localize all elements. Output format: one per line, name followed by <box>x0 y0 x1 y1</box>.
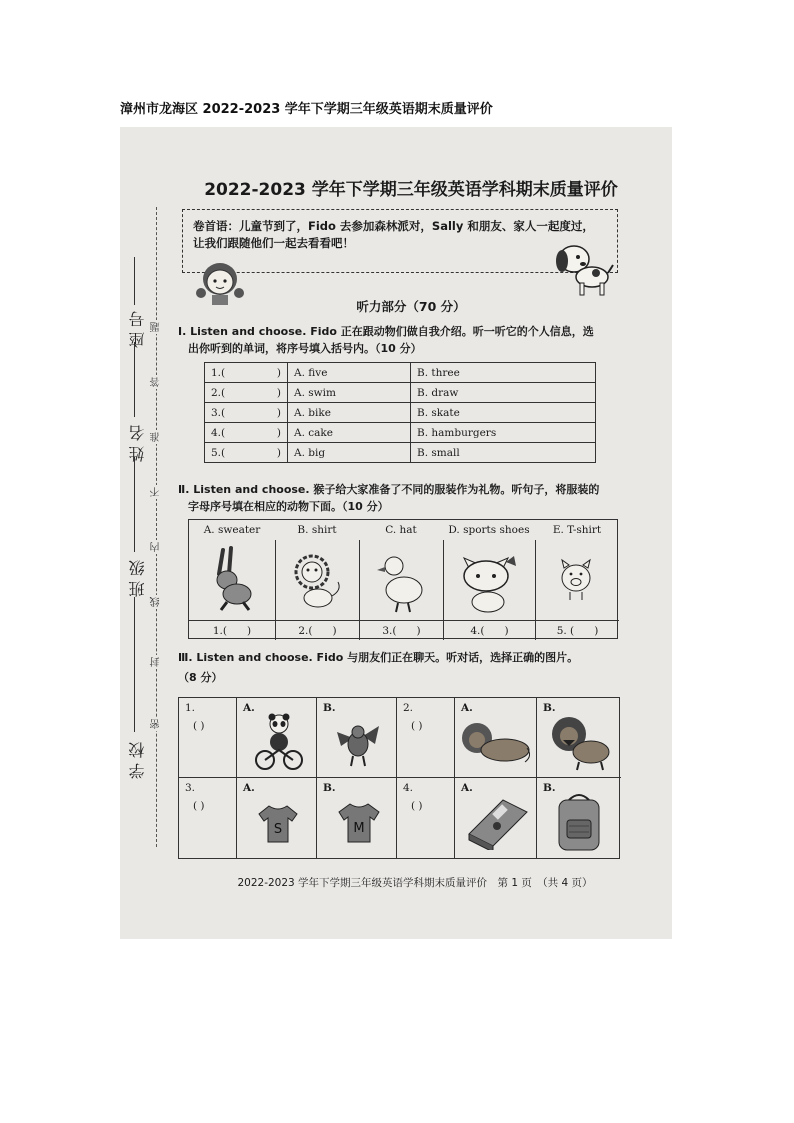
paper-title: 2022-2023 学年下学期三年级英语学科期末质量评价 <box>204 180 618 200</box>
answer-cell[interactable] <box>205 403 288 423</box>
page-footer: 2022-2023 学年下学期三年级英语学科期末质量评价 第 1 页 （共 4 页） <box>237 877 593 889</box>
answer-paren: ( ) <box>411 720 423 732</box>
cut-word: 答 <box>151 377 162 387</box>
class-label: 班 级 <box>128 560 147 598</box>
shirt-size-letter: M <box>353 821 365 836</box>
seat-label: 座 号 <box>128 311 147 349</box>
rabbit-cell <box>189 540 275 620</box>
answer-cell[interactable] <box>205 383 288 403</box>
option-cell[interactable] <box>237 778 317 858</box>
option-label: C. hat <box>385 524 417 536</box>
option-a: A. cake <box>288 423 411 443</box>
cut-word: 内 <box>151 542 162 552</box>
option-a-label: A. <box>243 702 255 714</box>
table-row <box>205 443 596 463</box>
dog-illustration <box>552 239 614 299</box>
option-label: A. sweater <box>203 524 261 536</box>
option-a: A. five <box>288 363 411 383</box>
question-num: 1. <box>185 702 196 714</box>
lion-cell <box>275 540 359 620</box>
answer-close: ) <box>276 366 281 379</box>
intro-line: 让我们跟随他们一起去看看吧！ <box>193 236 354 250</box>
answer-blank[interactable] <box>443 620 535 640</box>
answer-cell[interactable] <box>205 423 288 443</box>
answer-close: ) <box>247 625 252 637</box>
answer-close: ) <box>276 426 281 439</box>
answer-close: ) <box>276 446 281 459</box>
option-cell[interactable] <box>537 778 621 858</box>
cat-cell <box>443 540 535 620</box>
school-underline <box>134 597 135 732</box>
option-a: A. big <box>288 443 411 463</box>
question-cell[interactable] <box>179 778 237 858</box>
seal-line <box>156 207 157 847</box>
bird-icon <box>333 712 383 768</box>
option-cell[interactable] <box>455 698 537 778</box>
option-a: A. swim <box>288 383 411 403</box>
answer-blank[interactable] <box>359 620 443 640</box>
section3-line: （8 分） <box>178 671 223 684</box>
table-row <box>205 383 596 403</box>
option-cell[interactable] <box>537 698 621 778</box>
listening-part-title: 听力部分（70 分） <box>356 299 466 314</box>
answer-close: ) <box>504 625 509 637</box>
table-row <box>205 403 596 423</box>
question-num: 2. <box>403 702 414 714</box>
answer-num: 2.( <box>211 386 226 399</box>
section3-instructions <box>178 649 628 686</box>
section3-line: Ⅲ. Listen and choose. Fido 与朋友们正在聊天。听对话，选择正确的图片。 <box>178 651 579 664</box>
section3-grid <box>178 697 620 859</box>
answer-num: 1.( <box>212 625 227 637</box>
intro-line: 卷首语：儿童节到了，Fido 去参加森林派对，Sally 和朋友、家人一起度过， <box>193 219 594 233</box>
answer-num: 5. ( <box>556 625 575 637</box>
option-b-label: B. <box>543 702 556 714</box>
section1-table <box>204 362 596 463</box>
answer-close: ) <box>276 386 281 399</box>
option-label: E. T-shirt <box>552 524 602 536</box>
tshirt-icon <box>335 802 383 844</box>
section2-line: 字母序号填在相应的动物下面。（10 分） <box>188 500 389 513</box>
section1-instructions <box>178 323 628 357</box>
tshirt-icon <box>255 804 301 844</box>
answer-paren: ( ) <box>193 720 205 732</box>
answer-blank[interactable] <box>275 620 359 640</box>
option-label: B. shirt <box>297 524 337 536</box>
answer-paren: ( ) <box>193 800 205 812</box>
section2-line: Ⅱ. Listen and choose. 猴子给大家准备了不同的服装作为礼物。听句子，将服装的 <box>178 483 600 496</box>
option-b: B. skate <box>411 403 596 423</box>
table-row <box>205 363 596 383</box>
option-b: B. draw <box>411 383 596 403</box>
option-b: B. small <box>411 443 596 463</box>
cut-word: 不 <box>151 487 162 497</box>
seat-underline <box>134 257 135 305</box>
option-b-label: B. <box>543 782 556 794</box>
question-num: 4. <box>403 782 414 794</box>
lion-icon <box>276 540 360 620</box>
answer-blank[interactable] <box>535 620 619 640</box>
section2-grid <box>188 519 618 639</box>
cut-word: 封 <box>151 657 162 667</box>
option-a-label: A. <box>243 782 255 794</box>
option-a-label: A. <box>461 782 473 794</box>
option-cell[interactable] <box>455 778 537 858</box>
answer-cell[interactable] <box>205 443 288 463</box>
cat-icon <box>444 540 536 620</box>
name-underline <box>134 342 135 417</box>
roaring-lion-icon <box>545 710 615 772</box>
answer-num: 3.( <box>211 406 226 419</box>
name-label: 姓 名 <box>128 425 147 463</box>
shirt-size-letter: S <box>273 822 283 837</box>
cut-word: 线 <box>151 597 162 607</box>
answer-num: 5.( <box>211 446 226 459</box>
option-b: B. hamburgers <box>411 423 596 443</box>
binding-strip <box>120 127 180 939</box>
answer-close: ) <box>332 625 337 637</box>
option-b-label: B. <box>323 782 336 794</box>
answer-num: 2.( <box>298 625 313 637</box>
answer-num: 3.( <box>382 625 397 637</box>
answer-blank[interactable] <box>189 620 275 640</box>
cut-word: 准 <box>151 432 162 442</box>
backpack-icon <box>553 790 605 854</box>
section1-line: 出你听到的单词，将序号填入括号内。（10 分） <box>188 342 422 355</box>
answer-close: ) <box>416 625 421 637</box>
panda-bike-icon <box>253 710 305 772</box>
exam-photo <box>120 127 672 939</box>
option-a-label: A. <box>461 702 473 714</box>
question-cell[interactable] <box>179 698 237 778</box>
section1-line: Ⅰ. Listen and choose. Fido 正在跟动物们做自我介绍。听一听它的个人信息，选 <box>178 325 594 338</box>
answer-num: 4.( <box>211 426 226 439</box>
document-heading: 漳州市龙海区 2022-2023 学年下学期三年级英语期末质量评价 <box>120 102 493 117</box>
question-num: 3. <box>185 782 196 794</box>
class-underline <box>134 457 135 552</box>
option-b: B. three <box>411 363 596 383</box>
option-b-label: B. <box>323 702 336 714</box>
answer-close: ) <box>276 406 281 419</box>
cut-word: 密 <box>151 719 162 729</box>
answer-num: 4.( <box>470 625 485 637</box>
school-label: 学 校 <box>128 742 147 780</box>
rabbit-icon <box>189 540 275 620</box>
table-row <box>205 423 596 443</box>
option-cell[interactable] <box>237 698 317 778</box>
question-cell[interactable] <box>397 698 455 778</box>
pig-icon <box>536 540 620 620</box>
option-a: A. bike <box>288 403 411 423</box>
book-icon <box>463 796 531 850</box>
option-label: D. sports shoes <box>448 524 530 536</box>
duck-cell <box>359 540 443 620</box>
cut-word: 题 <box>151 322 162 332</box>
option-cell[interactable] <box>317 778 397 858</box>
lying-lion-icon <box>459 716 533 768</box>
option-cell[interactable] <box>317 698 397 778</box>
pig-cell <box>535 540 619 620</box>
question-cell[interactable] <box>397 778 455 858</box>
duck-icon <box>360 540 444 620</box>
answer-paren: ( ) <box>411 800 423 812</box>
answer-cell[interactable] <box>205 363 288 383</box>
answer-num: 1.( <box>211 366 226 379</box>
section2-instructions <box>178 481 628 515</box>
answer-close: ) <box>594 625 599 637</box>
